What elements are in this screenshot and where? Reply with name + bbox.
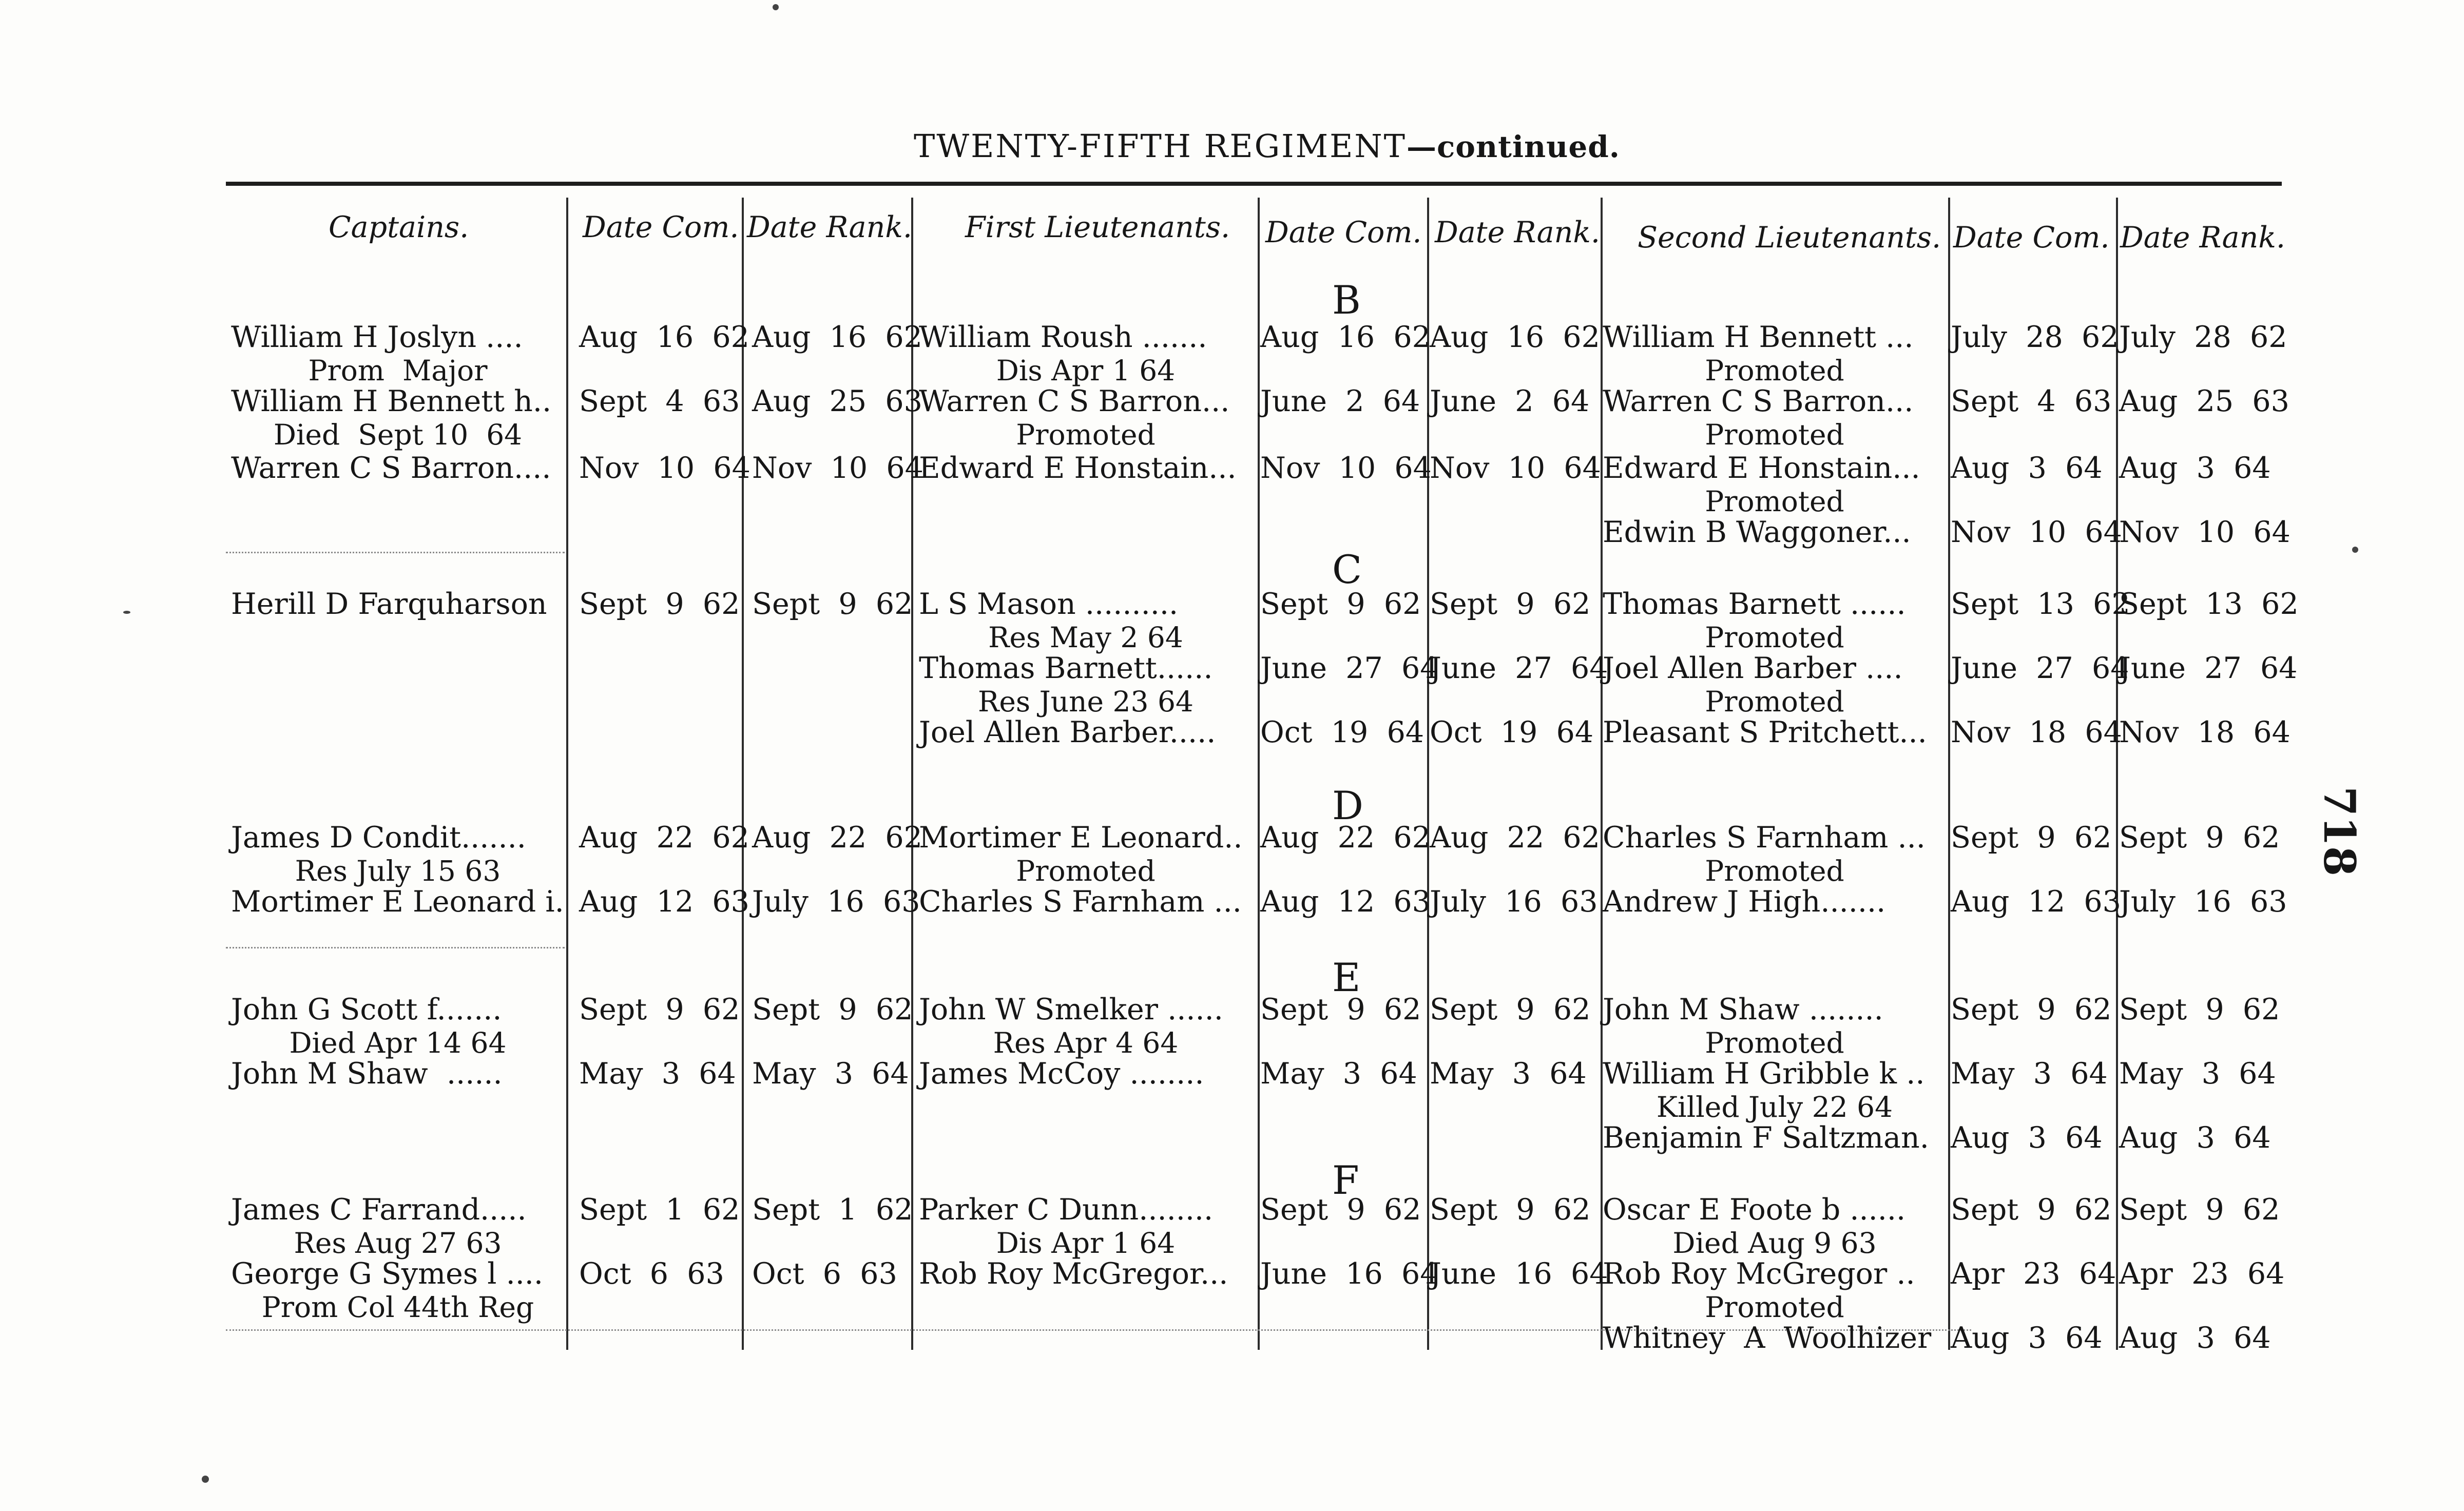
table-cell-c9: Sept 9 62 (2119, 993, 2280, 1026)
table-cell-c7: Promoted (1705, 354, 1844, 387)
title-main: TWENTY-FIFTH REGIMENT (914, 127, 1407, 165)
table-cell-c3: Sept 9 62 (752, 587, 913, 621)
table-cell-c2: Sept 9 62 (579, 587, 740, 621)
table-cell-c1: Died Sept 10 64 (273, 418, 523, 451)
table-cell-c5: Oct 19 64 (1260, 715, 1424, 749)
table-cell-c9: Apr 23 64 (2119, 1257, 2285, 1291)
table-cell-c8: Sept 9 62 (1951, 1193, 2112, 1227)
table-cell-c7: Promoted (1705, 1291, 1844, 1324)
table-cell-c4: Charles S Farnham ... (919, 885, 1242, 919)
header-date-rank-2: Date Rank. (1435, 216, 1601, 249)
table-cell-c7: Benjamin F Saltzman. (1603, 1121, 1929, 1155)
header-date-com-1: Date Com. (583, 210, 739, 244)
table-row (0, 1091, 2464, 1123)
table-cell-c8: Aug 3 64 (1951, 1321, 2103, 1355)
table-cell-c2: Sept 1 62 (579, 1193, 740, 1227)
table-cell-c1: William H Joslyn .... (231, 320, 523, 354)
table-cell-c4: Warren C S Barron... (919, 384, 1230, 418)
table-cell-c6: July 16 63 (1430, 885, 1598, 919)
table-row (0, 621, 2464, 654)
table-cell-c3: Aug 16 62 (752, 320, 922, 354)
table-cell-c9: June 27 64 (2119, 651, 2298, 685)
table-cell-c4: Edward E Honstain... (919, 451, 1237, 485)
table-cell-c1: Died Apr 14 64 (289, 1026, 507, 1059)
table-cell-c7: Charles S Farnham ... (1603, 821, 1926, 855)
table-cell-c3: Nov 10 64 (752, 451, 923, 485)
company-letter: D (1332, 783, 1363, 828)
header-rule (226, 182, 2282, 186)
table-cell-c4: James McCoy ........ (919, 1057, 1204, 1091)
table-cell-c9: Sept 9 62 (2119, 1193, 2280, 1227)
table-cell-c2: Oct 6 63 (579, 1257, 724, 1291)
row-separator (226, 947, 565, 948)
table-cell-c1: Warren C S Barron.... (231, 451, 551, 485)
table-row (0, 385, 2464, 418)
table-cell-c5: Sept 9 62 (1260, 993, 1421, 1026)
table-cell-c8: May 3 64 (1951, 1057, 2108, 1091)
table-cell-c7: Died Aug 9 63 (1672, 1227, 1877, 1260)
header-date-rank-3: Date Rank. (2120, 221, 2286, 255)
table-cell-c4: William Roush ....... (919, 320, 1207, 354)
table-cell-c2: May 3 64 (579, 1057, 736, 1091)
table-cell-c1: Prom Col 44th Reg (261, 1291, 534, 1324)
table-cell-c9: Nov 18 64 (2119, 715, 2290, 749)
table-row (0, 685, 2464, 718)
company-letter: B (1332, 277, 1361, 323)
table-cell-c9: Aug 3 64 (2119, 451, 2271, 485)
table-cell-c8: Nov 10 64 (1951, 515, 2122, 549)
table-row (0, 652, 2464, 685)
table-cell-c4: Mortimer E Leonard.. (919, 821, 1243, 855)
table-cell-c4: Res May 2 64 (988, 621, 1183, 654)
table-row (0, 993, 2464, 1026)
table-cell-c5: Sept 9 62 (1260, 1193, 1421, 1227)
table-cell-c2: Nov 10 64 (579, 451, 750, 485)
page-number: 718 (2314, 786, 2365, 877)
table-cell-c3: Aug 25 63 (752, 384, 922, 418)
table-cell-c8: Sept 9 62 (1951, 821, 2112, 855)
table-cell-c1: Prom Major (308, 354, 488, 387)
table-cell-c2: Sept 4 63 (579, 384, 740, 418)
table-cell-c8: Nov 18 64 (1951, 715, 2122, 749)
table-cell-c7: Andrew J High....... (1603, 885, 1886, 919)
table-cell-c9: Nov 10 64 (2119, 515, 2290, 549)
table-cell-c7: Promoted (1705, 1026, 1844, 1059)
table-cell-c4: Promoted (1016, 418, 1156, 451)
table-cell-c3: May 3 64 (752, 1057, 909, 1091)
table-cell-c6: Aug 16 62 (1430, 320, 1600, 354)
table-row (0, 716, 2464, 749)
table-cell-c8: Apr 23 64 (1951, 1257, 2116, 1291)
table-row (0, 485, 2464, 518)
table-cell-c9: May 3 64 (2119, 1057, 2276, 1091)
table-cell-c5: June 16 64 (1260, 1257, 1439, 1291)
table-row (0, 1121, 2464, 1154)
table-row (0, 516, 2464, 549)
table-cell-c8: Aug 12 63 (1951, 885, 2121, 919)
table-cell-c6: Oct 19 64 (1430, 715, 1594, 749)
table-cell-c3: July 16 63 (752, 885, 920, 919)
table-cell-c4: Dis Apr 1 64 (996, 1227, 1176, 1260)
table-cell-c9: Sept 13 62 (2119, 587, 2299, 621)
table-cell-c7: John M Shaw ........ (1603, 993, 1883, 1026)
table-cell-c8: Aug 3 64 (1951, 1121, 2103, 1155)
table-cell-c1: John G Scott f....... (231, 993, 502, 1026)
table-cell-c6: May 3 64 (1430, 1057, 1587, 1091)
header-date-com-2: Date Com. (1265, 216, 1422, 249)
table-cell-c4: John W Smelker ...... (919, 993, 1223, 1026)
table-cell-c7: Whitney A Woolhizer (1603, 1321, 1932, 1355)
table-cell-c7: Killed July 22 64 (1656, 1091, 1893, 1123)
table-cell-c6: Sept 9 62 (1430, 1193, 1591, 1227)
table-cell-c6: June 2 64 (1430, 384, 1590, 418)
table-cell-c1: James C Farrand..... (231, 1193, 527, 1227)
table-cell-c2: Sept 9 62 (579, 993, 740, 1026)
header-first-lieutenants: First Lieutenants. (965, 210, 1230, 244)
table-cell-c4: Dis Apr 1 64 (996, 354, 1176, 387)
table-cell-c7: Rob Roy McGregor .. (1603, 1257, 1915, 1291)
table-cell-c4: Parker C Dunn........ (919, 1193, 1214, 1227)
table-cell-c8: Sept 9 62 (1951, 993, 2112, 1026)
table-cell-c9: Aug 25 63 (2119, 384, 2289, 418)
title-suffix: —continued. (1406, 129, 1620, 164)
company-letter: C (1332, 547, 1362, 592)
table-cell-c3: Sept 9 62 (752, 993, 913, 1026)
table-cell-c8: Sept 4 63 (1951, 384, 2112, 418)
header-date-com-3: Date Com. (1953, 221, 2110, 255)
table-cell-c7: Promoted (1705, 418, 1844, 451)
table-row (0, 1291, 2464, 1324)
table-cell-c7: Promoted (1705, 485, 1844, 518)
table-cell-c2: Aug 22 62 (579, 821, 749, 855)
table-cell-c1: Herill D Farquharson (231, 587, 547, 621)
table-cell-c7: Thomas Barnett ...... (1603, 587, 1906, 621)
table-cell-c7: Promoted (1705, 855, 1844, 887)
table-row (0, 354, 2464, 387)
table-cell-c1: James D Condit....... (231, 821, 526, 855)
table-cell-c9: Sept 9 62 (2119, 821, 2280, 855)
table-cell-c4: L S Mason .......... (919, 587, 1179, 621)
table-cell-c5: Nov 10 64 (1260, 451, 1432, 485)
table-cell-c8: Sept 13 62 (1951, 587, 2130, 621)
table-row (0, 452, 2464, 485)
table-row (0, 1227, 2464, 1260)
table-cell-c1: William H Bennett h.. (231, 384, 552, 418)
table-cell-c7: Promoted (1705, 621, 1844, 654)
table-cell-c7: William H Bennett ... (1603, 320, 1914, 354)
table-cell-c6: June 16 64 (1430, 1257, 1608, 1291)
table-cell-c4: Thomas Barnett...... (919, 651, 1213, 685)
table-cell-c6: Sept 9 62 (1430, 993, 1591, 1026)
table-row (0, 321, 2464, 354)
table-cell-c1: John M Shaw ...... (231, 1057, 503, 1091)
table-cell-c7: Edwin B Waggoner... (1603, 515, 1911, 549)
table-cell-c7: Joel Allen Barber .... (1603, 651, 1903, 685)
table-cell-c9: July 28 62 (2119, 320, 2287, 354)
table-cell-c8: Aug 3 64 (1951, 451, 2103, 485)
company-letter: E (1332, 955, 1361, 1000)
table-cell-c5: June 27 64 (1260, 651, 1439, 685)
table-row (0, 1322, 2464, 1354)
table-cell-c2: Aug 16 62 (579, 320, 749, 354)
table-cell-c9: Aug 3 64 (2119, 1321, 2271, 1355)
table-row (0, 855, 2464, 887)
print-speck (202, 1476, 209, 1483)
table-cell-c8: June 27 64 (1951, 651, 2129, 685)
table-cell-c7: Oscar E Foote b ...... (1603, 1193, 1906, 1227)
table-cell-c7: Pleasant S Pritchett... (1603, 715, 1927, 749)
table-row (0, 1257, 2464, 1290)
table-cell-c4: Joel Allen Barber..... (919, 715, 1216, 749)
table-cell-c5: May 3 64 (1260, 1057, 1417, 1091)
table-row (0, 821, 2464, 854)
table-cell-c2: Aug 12 63 (579, 885, 749, 919)
table-cell-c5: Aug 12 63 (1260, 885, 1431, 919)
table-cell-c9: Aug 3 64 (2119, 1121, 2271, 1155)
table-cell-c6: June 27 64 (1430, 651, 1608, 685)
print-speck (773, 4, 779, 10)
table-cell-c7: Promoted (1705, 685, 1844, 718)
table-row (0, 1026, 2464, 1059)
table-cell-c4: Res June 23 64 (977, 685, 1194, 718)
header-captains: Captains. (329, 210, 469, 244)
table-cell-c4: Res Apr 4 64 (993, 1026, 1179, 1059)
table-cell-c1: Res Aug 27 63 (294, 1227, 502, 1260)
table-cell-c3: Oct 6 63 (752, 1257, 897, 1291)
table-row (0, 1057, 2464, 1090)
table-cell-c7: William H Gribble k .. (1603, 1057, 1925, 1091)
table-cell-c6: Aug 22 62 (1430, 821, 1600, 855)
header-date-rank-1: Date Rank. (747, 210, 913, 244)
table-cell-c5: Sept 9 62 (1260, 587, 1421, 621)
table-row (0, 1193, 2464, 1226)
table-row (0, 885, 2464, 918)
table-cell-c5: Aug 22 62 (1260, 821, 1431, 855)
table-cell-c6: Nov 10 64 (1430, 451, 1601, 485)
table-row (0, 588, 2464, 621)
table-cell-c6: Sept 9 62 (1430, 587, 1591, 621)
header-second-lieutenants: Second Lieutenants. (1638, 221, 1941, 255)
table-cell-c7: Warren C S Barron... (1603, 384, 1914, 418)
table-cell-c7: Edward E Honstain... (1603, 451, 1920, 485)
table-cell-c1: George G Symes l .... (231, 1257, 544, 1291)
table-cell-c8: July 28 62 (1951, 320, 2119, 354)
table-cell-c3: Sept 1 62 (752, 1193, 913, 1227)
table-row (0, 418, 2464, 451)
row-separator (226, 552, 565, 553)
table-cell-c3: Aug 22 62 (752, 821, 922, 855)
table-cell-c1: Mortimer E Leonard i. (231, 885, 564, 919)
table-cell-c4: Promoted (1016, 855, 1156, 887)
page-title (914, 127, 1620, 165)
table-cell-c5: Aug 16 62 (1260, 320, 1431, 354)
company-letter: F (1332, 1157, 1359, 1203)
table-cell-c1: Res July 15 63 (295, 855, 501, 887)
table-cell-c5: June 2 64 (1260, 384, 1420, 418)
table-cell-c9: July 16 63 (2119, 885, 2287, 919)
table-cell-c4: Rob Roy McGregor... (919, 1257, 1228, 1291)
